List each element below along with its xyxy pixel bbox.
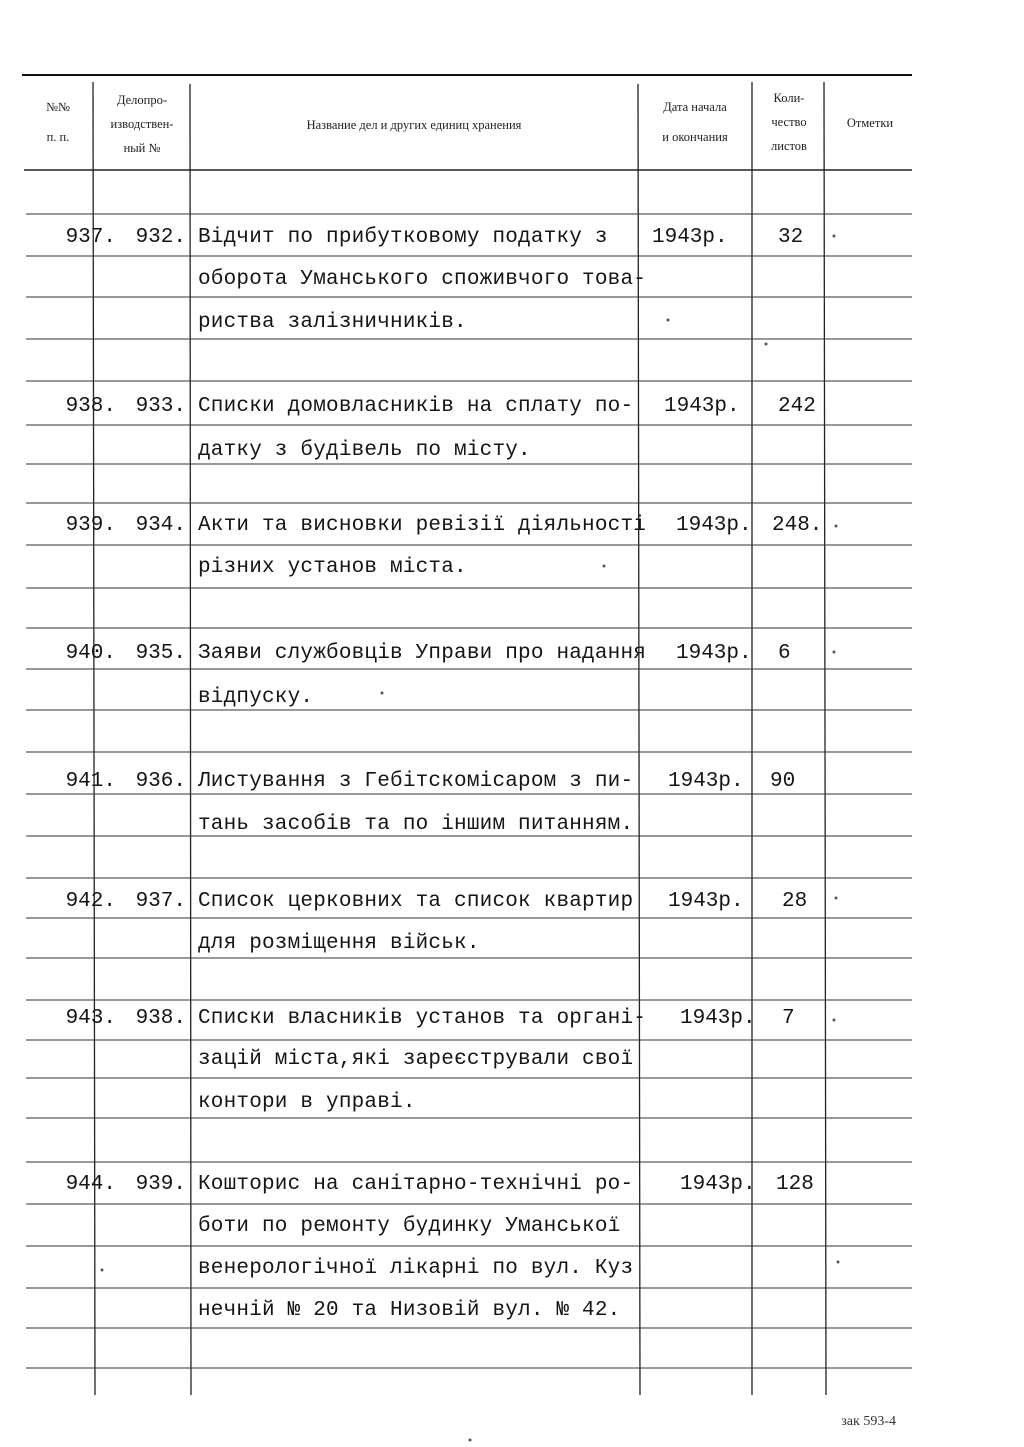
row-title-line: датку з будівель по місту. (198, 439, 531, 462)
row-office-number: 935. (135, 642, 186, 665)
row-office-number: 932. (135, 226, 186, 249)
header-number-line-2: п. п. (46, 130, 70, 144)
row-title-line: нечній № 20 та Низовій вул. № 42. (198, 1299, 621, 1322)
row-office-number: 936. (135, 770, 186, 793)
row-title-line: різних установ міста. (198, 556, 467, 579)
row-office-number: 939. (135, 1173, 186, 1196)
row-title-line: для розміщення військ. (198, 932, 480, 955)
row-title-line: тань засобів та по іншим питанням. (198, 813, 634, 836)
header-count-line-3: листов (771, 139, 807, 153)
row-sheet-count: 32 (778, 226, 804, 249)
row-title-line: Заяви службовців Управи про надання (198, 642, 647, 665)
header-office-line-2: изводствен- (110, 117, 174, 131)
header-notes-column: Отметки (846, 116, 894, 130)
row-sheet-count: 28 (782, 890, 808, 913)
header-office-line-1: Делопро- (116, 93, 168, 107)
row-number: 943. (65, 1007, 116, 1030)
row-number: 937. (65, 226, 116, 249)
row-title-line: оборота Уманського споживчого това- (198, 268, 647, 291)
row-office-number: 934. (135, 514, 186, 537)
row-sheet-count: 248. (772, 514, 823, 537)
header-title-column: Название дел и других единиц хранения (306, 118, 522, 132)
header-number-column (26, 92, 90, 152)
row-sheet-count: 128 (776, 1173, 814, 1196)
row-sheet-count: 90 (770, 770, 796, 793)
row-number: 942. (65, 890, 116, 913)
row-title-line: Відчит по прибутковому податку з (198, 226, 608, 249)
row-office-number: 937. (135, 890, 186, 913)
row-dates: 1943р. (664, 395, 740, 418)
row-number: 940. (65, 642, 116, 665)
row-title-line: контори в управі. (198, 1091, 416, 1114)
row-title-line: риства залізничників. (198, 311, 467, 334)
row-title-line: боти по ремонту будинку Уманської (198, 1215, 621, 1238)
row-number: 939. (65, 514, 116, 537)
row-dates: 1943р. (680, 1173, 756, 1196)
row-dates: 1943р. (680, 1007, 756, 1030)
row-title-line: зацій міста,які зареєстрували свої (198, 1048, 634, 1071)
row-number: 941. (65, 770, 116, 793)
header-dates-line-2: и окончания (662, 130, 728, 144)
print-order-note: зак 593-4 (841, 1414, 896, 1429)
header-dates-column (640, 92, 750, 152)
row-sheet-count: 7 (782, 1007, 795, 1030)
row-number: 944. (65, 1173, 116, 1196)
row-office-number: 938. (135, 1007, 186, 1030)
row-dates: 1943р. (668, 770, 744, 793)
header-count-column (754, 86, 824, 158)
header-dates-line-1: Дата начала (663, 100, 727, 114)
header-count-line-2: чество (771, 115, 807, 129)
row-title-line: венерологічної лікарні по вул. Куз (198, 1257, 634, 1280)
row-title-line: Списки домовласників на сплату по- (198, 395, 634, 418)
row-title-line: Акти та висновки ревізії діяльності (198, 514, 647, 537)
row-sheet-count: 242 (778, 395, 816, 418)
row-dates: 1943р. (668, 890, 744, 913)
row-title-line: Кошторис на санітарно-технічні ро- (198, 1173, 634, 1196)
row-sheet-count: 6 (778, 642, 791, 665)
header-count-line-1: Коли- (773, 91, 805, 105)
row-office-number: 933. (135, 395, 186, 418)
row-title-line: Листування з Гебітскомісаром з пи- (198, 770, 634, 793)
row-title-line: Списки власників установ та органі- (198, 1007, 647, 1030)
row-number: 938. (65, 395, 116, 418)
header-office-line-3: ный № (123, 141, 161, 155)
row-dates: 1943р. (676, 642, 752, 665)
row-title-line: відпуску. (198, 686, 314, 709)
row-dates: 1943р. (676, 514, 752, 537)
header-office-number-column (96, 88, 188, 160)
row-dates: 1943р. (652, 226, 728, 249)
header-number-line-1: №№ (46, 100, 70, 114)
row-title-line: Список церковних та список квартир (198, 890, 634, 913)
